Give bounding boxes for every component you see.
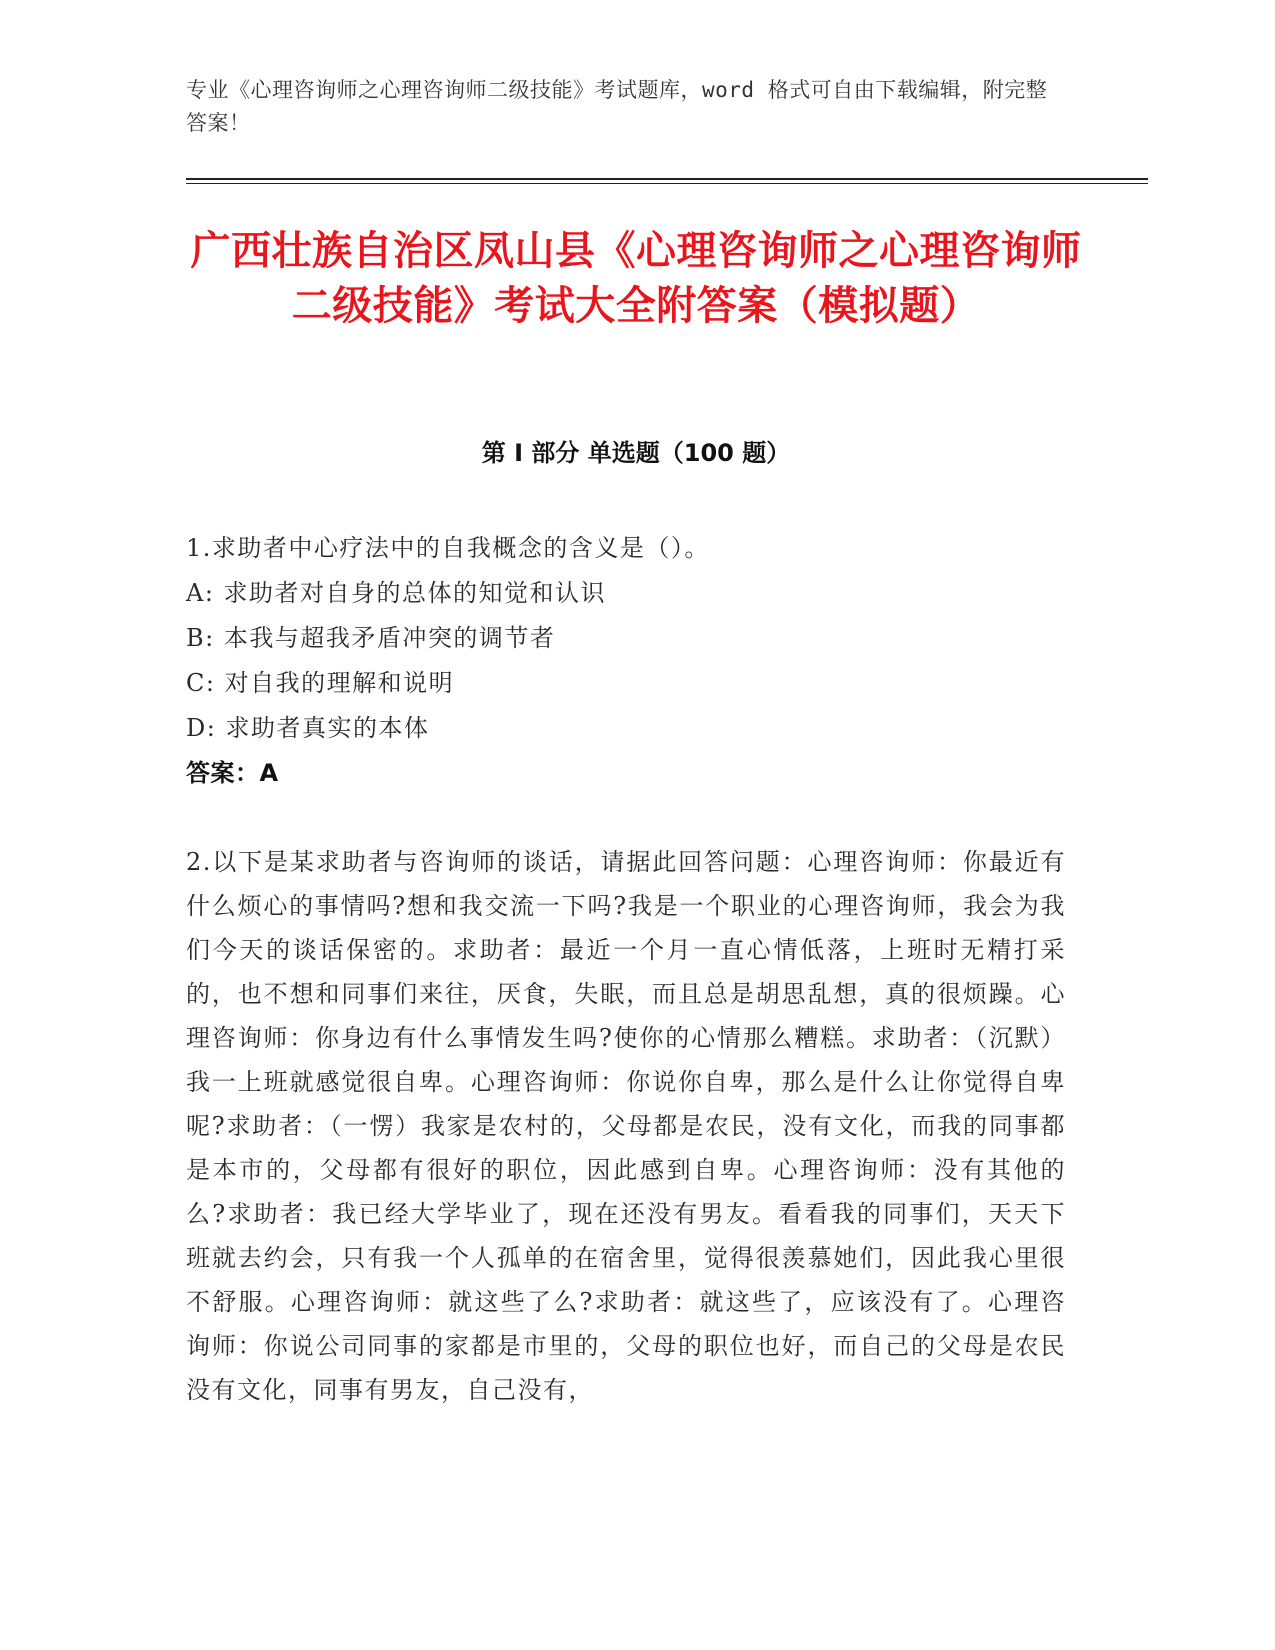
section-title: 第 I 部分 单选题（100 题）: [481, 439, 791, 467]
header-divider-thin: [186, 183, 1148, 184]
document-title: 广西壮族自治区凤山县《心理咨询师之心理咨询师二级技能》考试大全附答案（模拟题）: [190, 228, 1082, 329]
header-divider-thick: [186, 178, 1148, 180]
question-1: [186, 526, 1066, 796]
header-note: 专业《心理咨询师之心理咨询师二级技能》考试题库，word 格式可自由下载编辑，附完整答案！: [186, 78, 1048, 135]
question-stem: 1.求助者中心疗法中的自我概念的含义是（）。: [186, 534, 710, 562]
option-b: B: 本我与超我矛盾冲突的调节者: [186, 624, 556, 652]
option-a: A: 求助者对自身的总体的知觉和认识: [186, 579, 607, 607]
option-c: C: 对自我的理解和说明: [186, 669, 455, 697]
answer-label: 答案：A: [186, 759, 279, 787]
question-2: [186, 840, 1066, 1412]
option-d: D: 求助者真实的本体: [186, 714, 430, 742]
question-stem: 2.以下是某求助者与咨询师的谈话，请据此回答问题：心理咨询师：你最近有什么烦心的事情吗?想和我交流一下吗?我是一个职业的心理咨询师，我会为我们今天的谈话保密的。求助者：最近一个月一直心情低落，上班时无精打采的，也不想和同事们来往，厌食，失眠，而且总是胡思乱想，真的很烦躁。心理咨询师：你身边有什么事情发生吗?使你的心情那么糟糕。求助者：（沉默）我一上班就感觉很自卑。心理咨询师：你说你自卑，那么是什么让你觉得自卑呢?求助者：（一愣）我家是农村的，父母都是农民，没有文化，而我的同事都是本市的，父母都有很好的职位，因此感到自卑。心理咨询师：没有其他的么?求助者：我已经大学毕业了，现在还没有男友。看看我的同事们，天天下班就去约会，只有我一个人孤单的在宿舍里，觉得很羡慕她们，因此我心里很不舒服。心理咨询师：就这些了么?求助者：就这些了，应该没有了。心理咨询师：你说公司同事的家都是市里的，父母的职位也好，而自己的父母是农民没有文化，同事有男友，自己没有，: [186, 848, 1066, 1404]
